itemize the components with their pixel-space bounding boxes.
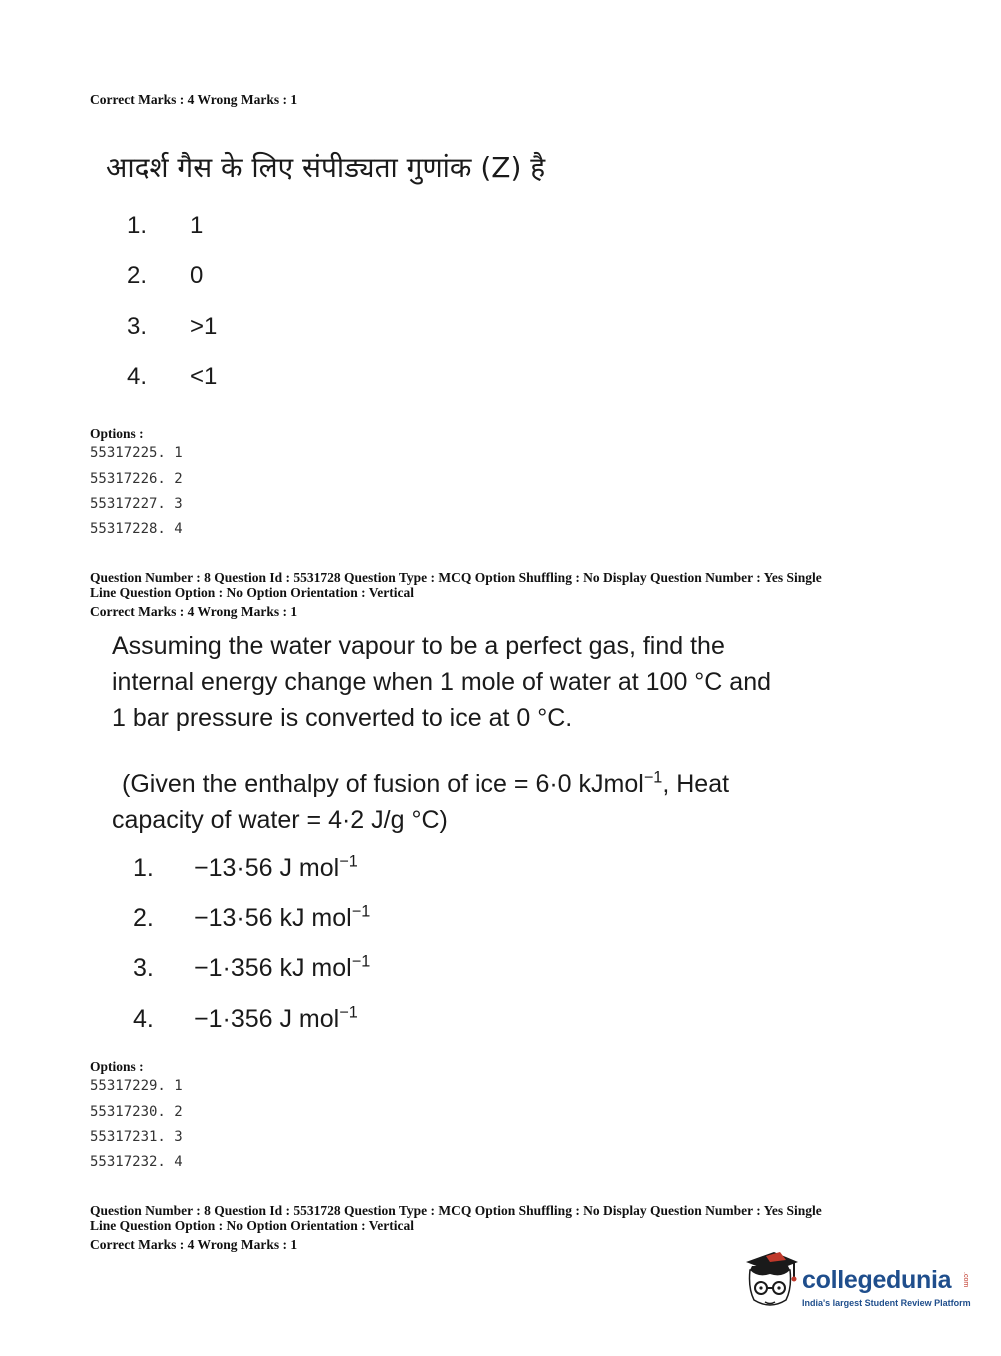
- given-text: (Given the enthalpy of fusion of ice = 6·0 kJmol: [122, 770, 644, 798]
- choice-sup: −1: [351, 952, 371, 971]
- logo-domain-suffix: .com: [962, 1272, 969, 1288]
- correct-wrong-marks: Correct Marks : 4 Wrong Marks : 1: [90, 604, 298, 619]
- option-id: 55317225. 1: [90, 445, 183, 461]
- choice-value: [194, 904, 370, 933]
- question-meta-line: Question Number : 8 Question Id : 5531728 Question Type : MCQ Option Shuffling : No Display Question Number : Yes Single: [90, 570, 822, 585]
- logo-wordmark: collegedunia: [802, 1266, 952, 1294]
- options-label: Options :: [90, 426, 144, 441]
- choice-value-text: −13·56 J mol: [194, 854, 340, 882]
- correct-wrong-marks: Correct Marks : 4 Wrong Marks : 1: [90, 92, 298, 107]
- given-line: [112, 766, 842, 802]
- choice-value: <1: [190, 363, 218, 390]
- collegedunia-logo: [740, 1248, 972, 1314]
- question-meta-line: Line Question Option : No Option Orientation : Vertical: [90, 1218, 415, 1233]
- option-id: 55317231. 3: [90, 1129, 183, 1145]
- choice-number: 1.: [127, 212, 148, 239]
- given-data: [112, 766, 842, 838]
- correct-wrong-marks: Correct Marks : 4 Wrong Marks : 1: [90, 1237, 298, 1252]
- question-meta: [90, 570, 900, 600]
- question-text: [112, 628, 842, 736]
- question-meta: [90, 1203, 900, 1233]
- question-meta-line: Line Question Option : No Option Orientation : Vertical: [90, 585, 415, 600]
- question-text-hindi: आदर्श गैस के लिए संपीड्यता गुणांक (Z) है: [106, 151, 546, 184]
- choice-number: 1.: [133, 854, 154, 882]
- choice-value-text: −1·356 kJ mol: [194, 954, 352, 982]
- given-line: capacity of water = 4·2 J/g °C): [112, 806, 448, 834]
- choice-value: >1: [190, 313, 218, 340]
- question-meta-line: Question Number : 8 Question Id : 5531728 Question Type : MCQ Option Shuffling : No Display Question Number : Yes Single: [90, 1203, 822, 1218]
- choice-sup: −1: [339, 1003, 358, 1022]
- choice-number: 3.: [127, 313, 148, 340]
- options-label: Options :: [90, 1059, 144, 1074]
- question-line: 1 bar pressure is converted to ice at 0 °C.: [112, 704, 573, 732]
- choice-value: 0: [190, 262, 204, 289]
- option-id: 55317227. 3: [90, 496, 183, 512]
- choice-value: [194, 1005, 358, 1034]
- question-line: internal energy change when 1 mole of water at 100 °C and: [112, 668, 772, 696]
- choice-sup: −1: [339, 852, 358, 871]
- choice-number: 4.: [133, 1005, 154, 1033]
- choice-value: [194, 954, 370, 983]
- option-id: 55317228. 4: [90, 521, 183, 537]
- choice-number: 2.: [133, 904, 154, 932]
- option-id: 55317229. 1: [90, 1078, 183, 1094]
- choice-value-text: −13·56 kJ mol: [194, 904, 352, 932]
- choice-value: 1: [190, 212, 204, 239]
- option-id: 55317232. 4: [90, 1154, 183, 1170]
- mascot-icon: [740, 1248, 800, 1314]
- option-id: 55317230. 2: [90, 1104, 183, 1120]
- question-line: Assuming the water vapour to be a perfect gas, find the: [112, 632, 725, 660]
- given-sup: −1: [643, 768, 663, 787]
- choice-number: 2.: [127, 262, 148, 289]
- choice-value-text: −1·356 J mol: [194, 1005, 340, 1033]
- given-text: , Heat: [662, 770, 730, 798]
- option-id: 55317226. 2: [90, 471, 183, 487]
- choice-value: [194, 854, 358, 883]
- logo-tagline: India's largest Student Review Platform: [802, 1298, 971, 1308]
- choice-number: 3.: [133, 954, 154, 982]
- choice-sup: −1: [351, 902, 371, 921]
- choice-number: 4.: [127, 363, 148, 390]
